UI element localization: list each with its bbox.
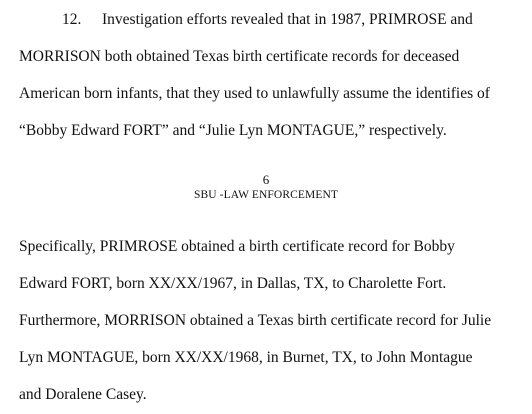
paragraph-12-line-2: MORRISON both obtained Texas birth certificate records for deceased [19, 48, 460, 65]
continuation-line-2: Edward FORT, born XX/XX/1967, in Dallas, TX, to Charolette Fort. [19, 275, 447, 292]
classification-label: SBU -LAW ENFORCEMENT [194, 189, 338, 201]
continuation-line-4: Lyn MONTAGUE, born XX/XX/1968, in Burnet, TX, to John Montague [19, 349, 473, 366]
page-number: 6 [262, 172, 270, 187]
continuation-line-5: and Doralene Casey. [19, 386, 147, 403]
paragraph-12-line-4: “Bobby Edward FORT” and “Julie Lyn MONTAGUE,” respectively. [19, 122, 447, 139]
paragraph-12-line-3: American born infants, that they used to unlawfully assume the identifies of [19, 85, 490, 102]
paragraph-12-line-1 [62, 11, 473, 29]
continuation-line-1: Specifically, PRIMROSE obtained a birth certificate record for Bobby [19, 238, 455, 255]
continuation-line-3: Furthermore, MORRISON obtained a Texas birth certificate record for Julie [19, 312, 492, 329]
paragraph-number: 12. [62, 11, 82, 28]
paragraph-text: Investigation efforts revealed that in 1987, PRIMROSE and [102, 11, 473, 28]
